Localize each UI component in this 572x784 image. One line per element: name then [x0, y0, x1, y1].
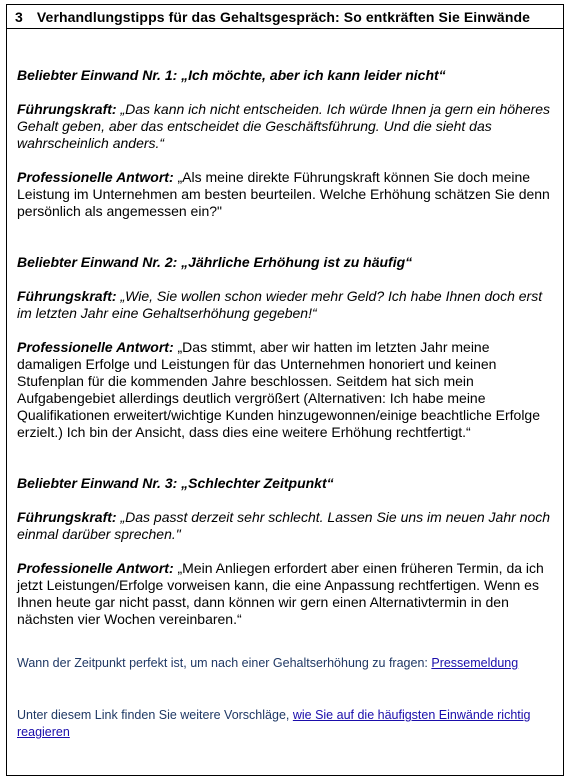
section-title-text: Verhandlungstipps für das Gehaltsgespräch: So entkräften Sie Einwände: [36, 8, 531, 25]
manager-text: „Das kann ich nicht entscheiden. Ich würde Ihnen ja gern ein höheres Gehalt geben, aber das entscheidet die Geschäftsführung. Und die sieht das wahrscheinlich anders.“: [17, 101, 551, 151]
manager-text: „Wie, Sie wollen schon wieder mehr Geld? Ich habe Ihnen doch erst im letzten Jahr eine Gehaltserhöhung gegeben!“: [17, 288, 543, 321]
answer-label: Professionelle Antwort:: [17, 169, 174, 185]
professional-answer: [17, 339, 555, 441]
professional-answer: [17, 560, 555, 628]
section-heading: [7, 5, 563, 29]
answer-text: „Als meine direkte Führungskraft können Sie doch meine Leistung im Unternehmen am besten beurteilen. Welche Erhöhung schätzen Sie denn persönlich als angemessen ein?": [17, 169, 550, 219]
manager-statement: [17, 509, 555, 543]
document-frame: [6, 4, 564, 776]
objection-title: Beliebter Einwand Nr. 3: „Schlechter Zeitpunkt“: [17, 475, 334, 491]
manager-text: „Das passt derzeit sehr schlecht. Lassen Sie uns im neuen Jahr noch einmal darüber sprechen.": [17, 509, 551, 542]
professional-answer: [17, 169, 555, 220]
answer-text: „Das stimmt, aber wir hatten im letzten Jahr meine damaligen Erfolge und Leistungen für das Unternehmen honoriert und keinen Stufenplan für die kommenden Jahre beschlossen. Seitdem hat sich mein Aufgabengebiet allerdings deutlich vergrößert (Alternativen: Ich habe meine Qualifikationen erweitert/wichtige Kunden hinzugewonnen/einige beachtliche Erfolge erzielt.) Ich bin der Ansicht, dass dies eine weitere Erhöhung rechtfertigt.“: [17, 339, 541, 440]
objections-guide-link[interactable]: wie Sie auf die häufigsten Einwände richtig reagieren: [17, 708, 531, 739]
press-release-link[interactable]: Pressemeldung: [431, 656, 519, 670]
objections-content: [17, 29, 555, 628]
section-number: 3: [15, 8, 23, 25]
footer-text: Unter diesem Link finden Sie weitere Vorschläge,: [17, 708, 293, 722]
answer-label: Professionelle Antwort:: [17, 560, 174, 576]
section-title: [15, 9, 530, 25]
answer-text: „Mein Anliegen erfordert aber einen früheren Termin, da ich jetzt Leistungen/Erfolge vorweisen kann, die eine Anpassung rechtfertigen. Wenn es Ihnen heute gar nicht passt, dann können wir gern einen Alternativtermin in den nächsten vier Wochen vereinbaren.“: [17, 560, 544, 627]
manager-label: Führungskraft:: [17, 288, 117, 304]
answer-label: Professionelle Antwort:: [17, 339, 174, 355]
footer-note-timing: [17, 655, 553, 672]
objection-title: Beliebter Einwand Nr. 1: „Ich möchte, aber ich kann leider nicht“: [17, 67, 446, 83]
footer-note-objections: [17, 707, 553, 741]
footer-text: Wann der Zeitpunkt perfekt ist, um nach einer Gehaltserhöhung zu fragen:: [17, 656, 432, 670]
manager-statement: [17, 288, 555, 322]
objection-title: Beliebter Einwand Nr. 2: „Jährliche Erhöhung ist zu häufig“: [17, 254, 413, 270]
manager-statement: [17, 101, 555, 152]
manager-label: Führungskraft:: [17, 509, 117, 525]
manager-label: Führungskraft:: [17, 101, 117, 117]
